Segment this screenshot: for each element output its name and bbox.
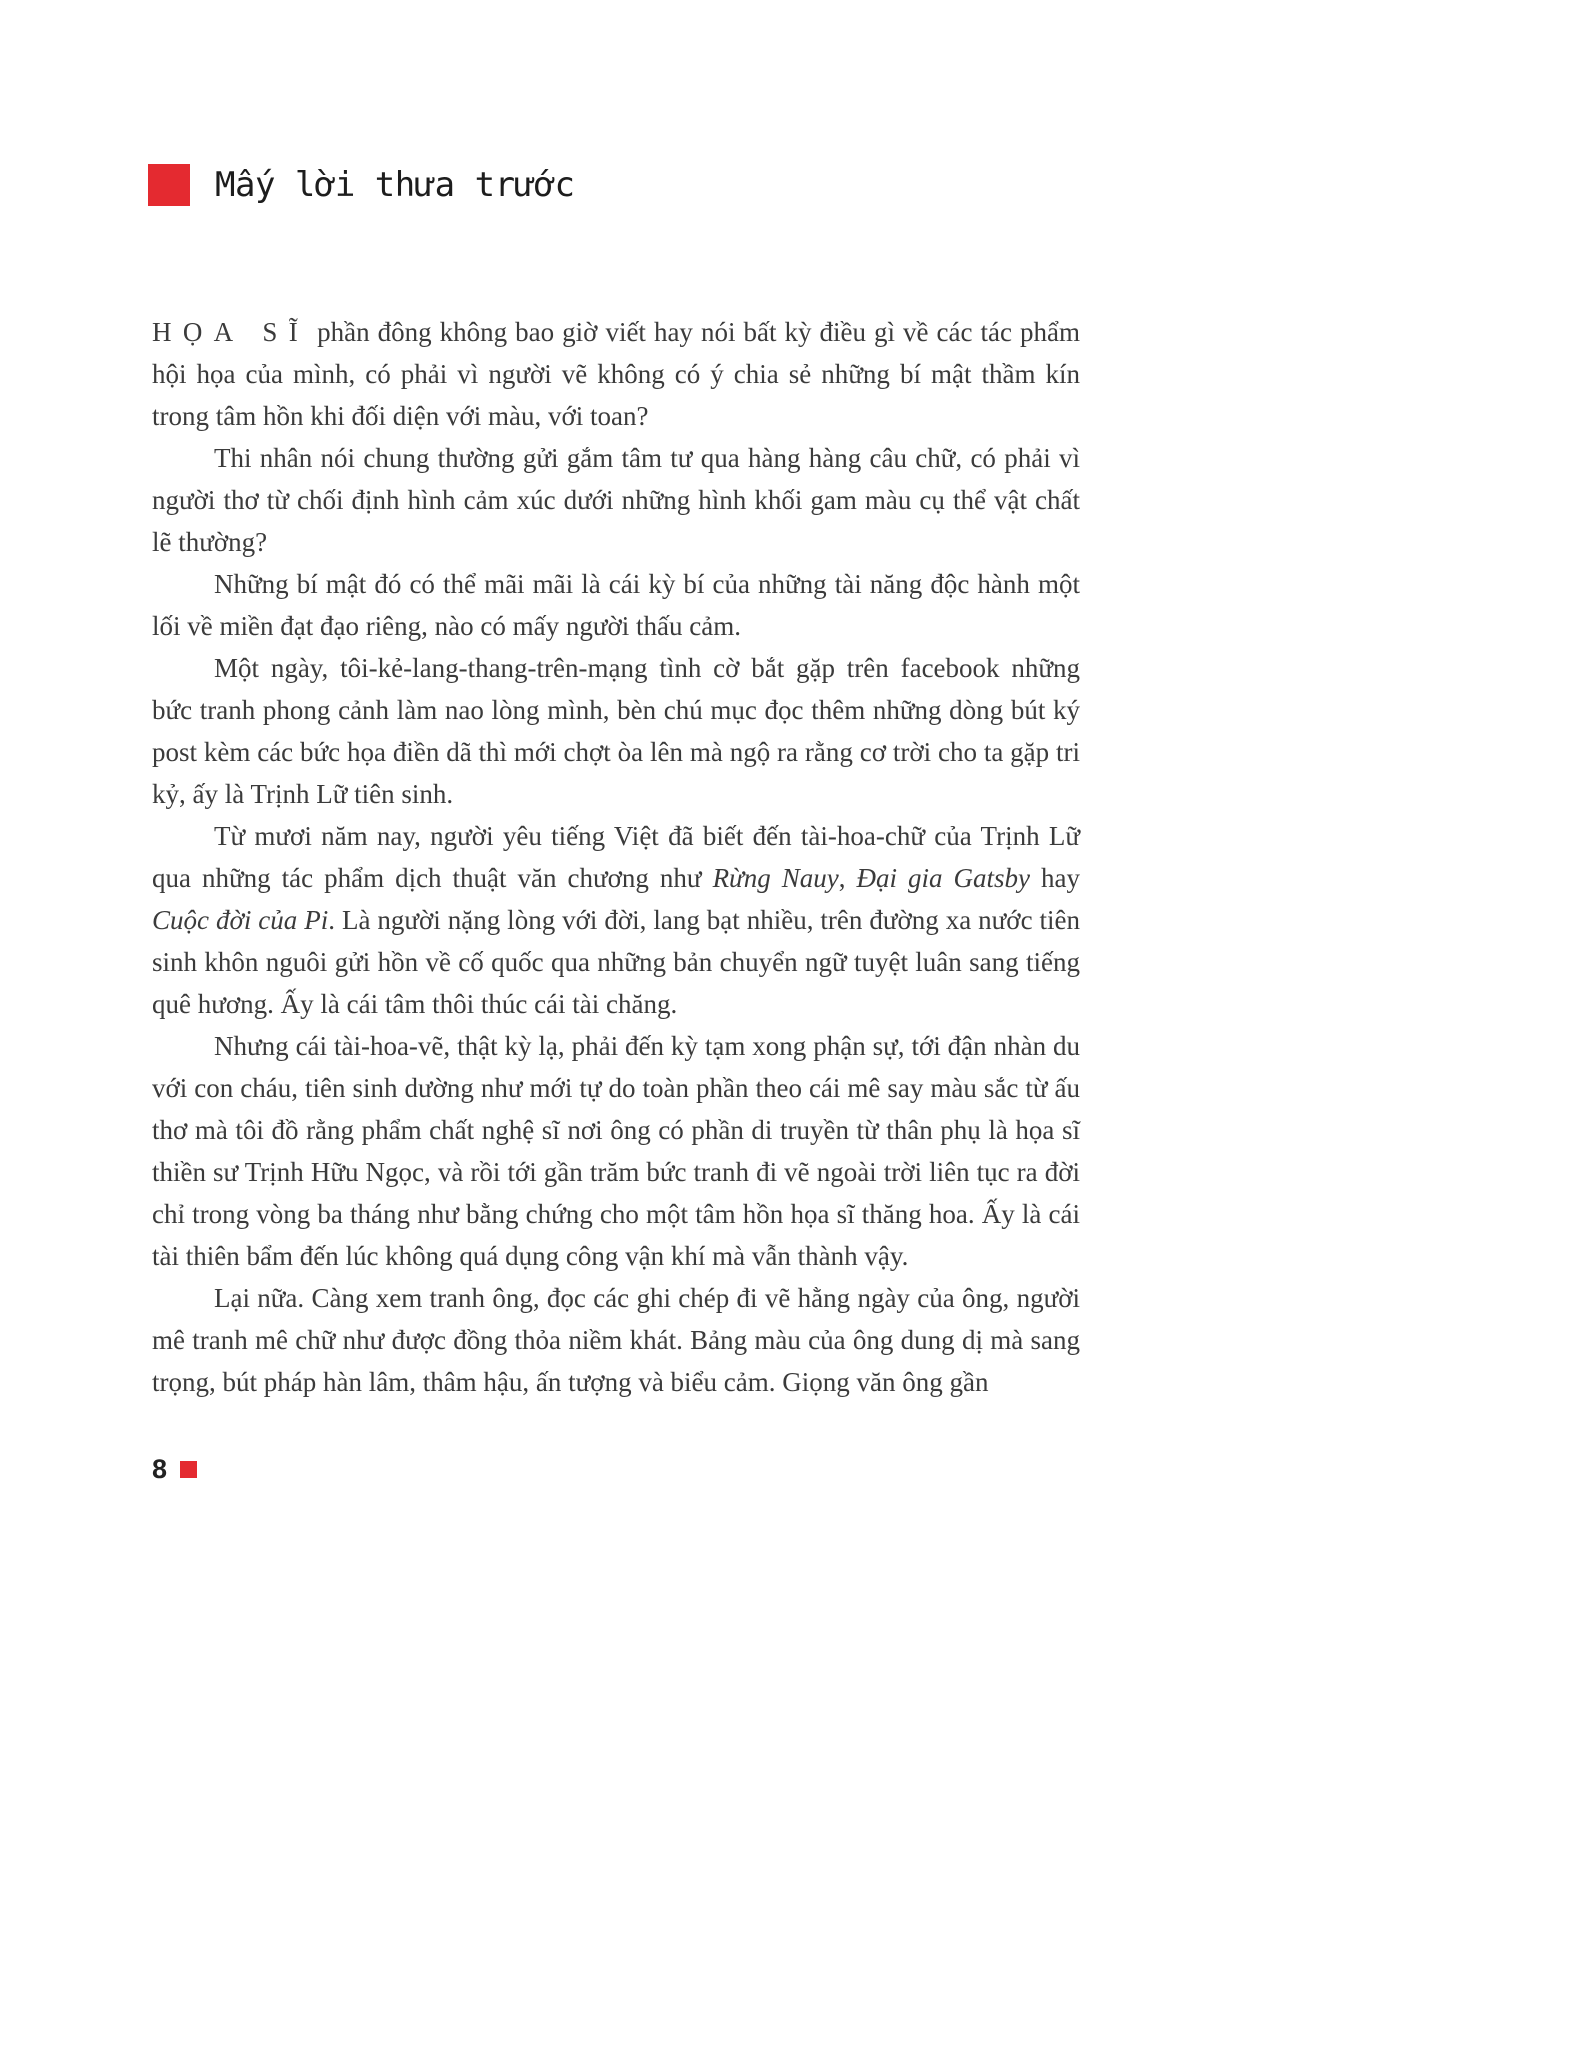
paragraph <box>152 1277 1080 1403</box>
page-number: 8 <box>152 1454 168 1484</box>
text-run: hay <box>1030 863 1081 893</box>
text-run: Nhưng cái tài-hoa-vẽ, thật kỳ lạ, phải đến kỳ tạm xong phận sự, tới đận nhàn du với con cháu, tiên sinh dường như mới tự do toàn phần theo cái mê say màu sắc từ ấu thơ mà tôi đồ rằng phẩm chất nghệ sĩ nơi ông có phần di truyền từ thân phụ là họa sĩ thiền sư Trịnh Hữu Ngọc, và rồi tới gần trăm bức tranh đi vẽ ngoài trời liên tục ra đời chỉ trong vòng ba tháng như bằng chứng cho một tâm hồn họa sĩ thăng hoa. Ấy là cái tài thiên bẩm đến lúc không quá dụng công vận khí mà vẫn thành vậy. <box>152 1031 1080 1271</box>
text-run: . Là người nặng lòng với đời, lang bạt nhiều, trên đường xa nước tiên sinh khôn nguôi gửi hồn về cố quốc qua những bản chuyển ngữ tuyệt luân sang tiếng quê hương. Ấy là cái tâm thôi thúc cái tài chăng. <box>152 905 1080 1019</box>
page-footer <box>152 1456 197 1483</box>
text-run: Lại nữa. Càng xem tranh ông, đọc các ghi chép đi vẽ hằng ngày của ông, người mê tranh mê chữ như được đồng thỏa niềm khát. Bảng màu của ông dung dị mà sang trọng, bút pháp hàn lâm, thâm hậu, ấn tượng và biểu cảm. Giọng văn ông gần <box>152 1283 1080 1397</box>
paragraph <box>152 647 1080 815</box>
book-title-italic: Đại gia Gatsby <box>856 863 1031 893</box>
text-run: Một ngày, tôi-kẻ-lang-thang-trên-mạng tình cờ bắt gặp trên facebook những bức tranh phong cảnh làm nao lòng mình, bèn chú mục đọc thêm những dòng bút ký post kèm các bức họa điền dã thì mới chợt òa lên mà ngộ ra rằng cơ trời cho ta gặp tri kỷ, ấy là Trịnh Lữ tiên sinh. <box>152 653 1080 809</box>
body-text <box>152 311 1080 1403</box>
text-run: Thi nhân nói chung thường gửi gắm tâm tư qua hàng hàng câu chữ, có phải vì người thơ từ chối định hình cảm xúc dưới những hình khối gam màu cụ thể vật chất lẽ thường? <box>152 443 1080 557</box>
paragraph <box>152 815 1080 1025</box>
footer-marker-square <box>180 1461 197 1478</box>
text-run: Từ mươi năm nay, người yêu tiếng Việt đã biết đến tài-hoa-chữ của Trịnh Lữ qua những tác phẩm dịch thuật văn chương như <box>152 821 1080 893</box>
book-title-italic: Rừng Nauy <box>712 863 839 893</box>
text-run: phần đông không bao giờ viết hay nói bất kỳ điều gì về các tác phẩm hội họa của mình, có phải vì người vẽ không có ý chia sẻ những bí mật thầm kín trong tâm hồn khi đối diện với màu, với toan? <box>152 317 1080 431</box>
paragraph <box>152 437 1080 563</box>
lead-in-text: HỌA SĨ <box>152 317 310 347</box>
text-run: , <box>838 863 857 893</box>
chapter-title: Mấy lời thưa trước <box>215 165 575 205</box>
paragraph <box>152 1025 1080 1277</box>
text-run: Những bí mật đó có thể mãi mãi là cái kỳ bí của những tài năng độc hành một lối về miền đạt đạo riêng, nào có mấy người thấu cảm. <box>152 569 1080 641</box>
book-title-italic: Cuộc đời của Pi <box>152 905 329 935</box>
paragraph <box>152 311 1080 437</box>
heading-marker-square <box>148 164 190 206</box>
chapter-header <box>148 164 574 206</box>
paragraph <box>152 563 1080 647</box>
